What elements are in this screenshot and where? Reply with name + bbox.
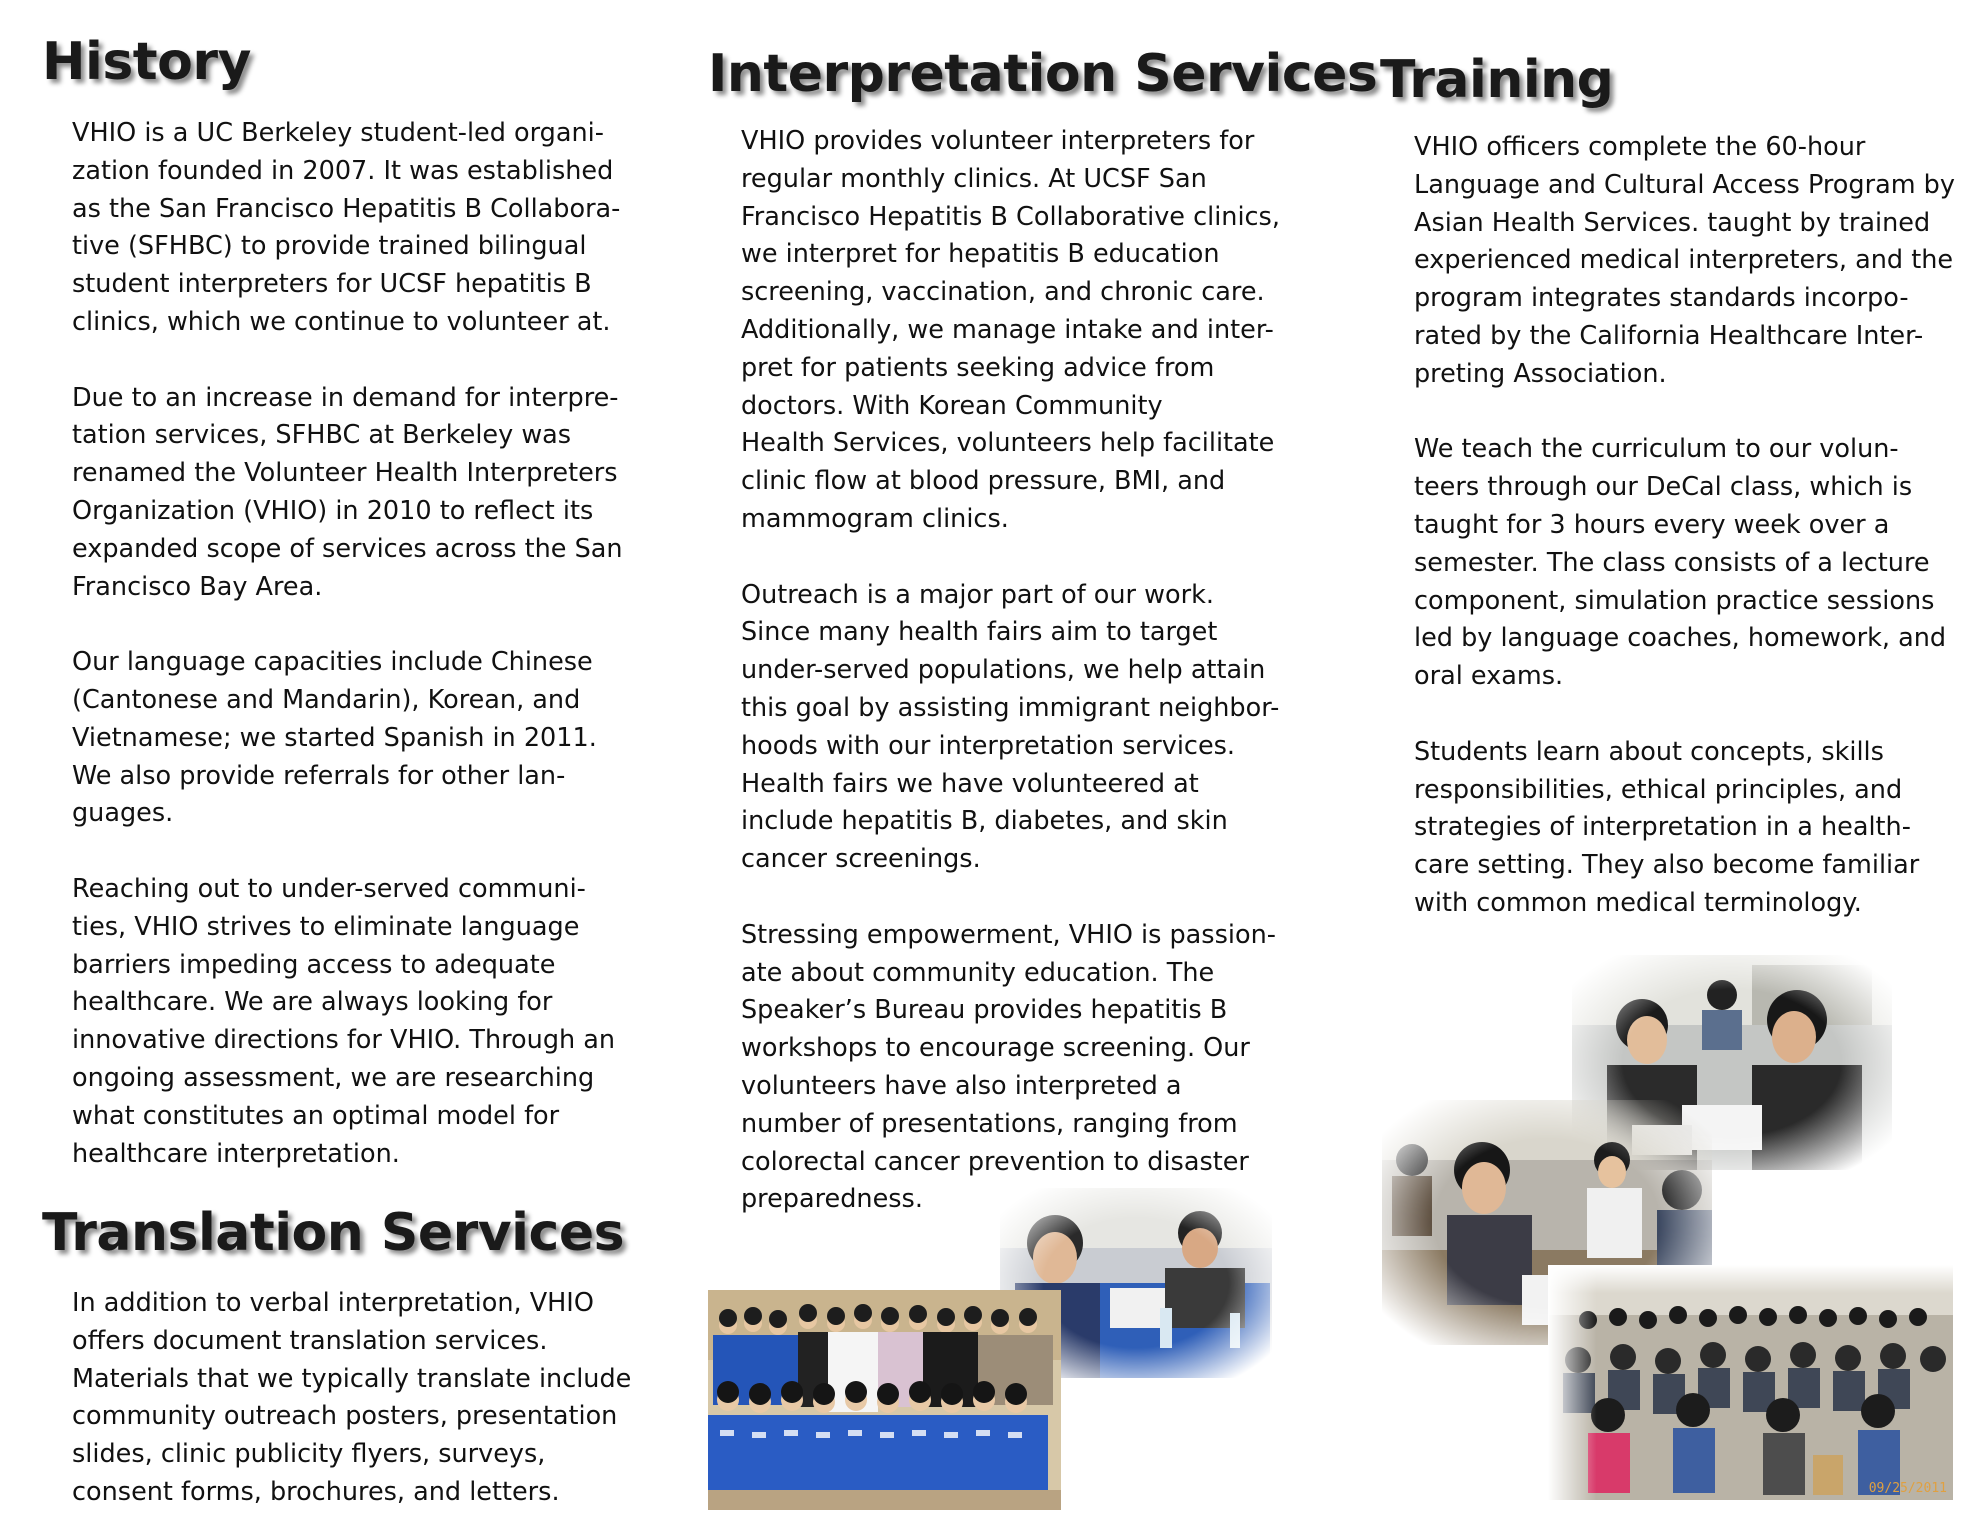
text-line: Asian Health Services. taught by trained: [1414, 207, 1931, 238]
text-line: ongoing assessment, we are researching: [72, 1062, 595, 1093]
text-line: colorectal cancer prevention to disaster: [741, 1146, 1249, 1177]
text-line: pret for patients seeking advice from: [741, 352, 1215, 383]
text-line: Reaching out to under-served communi-: [72, 873, 586, 904]
text-line: component, simulation practice sessions: [1414, 585, 1935, 616]
text-line: regular monthly clinics. At UCSF San: [741, 163, 1207, 194]
text-line: VHIO officers complete the 60-hour: [1414, 132, 1866, 162]
text-line: Students learn about concepts, skills: [1414, 736, 1884, 767]
text-line: Our language capacities include Chinese: [72, 647, 593, 678]
paragraph: [72, 380, 623, 607]
text-line: Health Services, volunteers help facilitate: [741, 428, 1275, 459]
text-line: led by language coaches, homework, and: [1414, 623, 1947, 654]
text-line: number of presentations, ranging from: [741, 1108, 1238, 1139]
paragraph: [72, 644, 623, 833]
text-line: Stressing empowerment, VHIO is passion-: [741, 919, 1276, 950]
text-line: community outreach posters, presentation: [72, 1401, 618, 1432]
text-line: Outreach is a major part of our work.: [741, 579, 1214, 610]
text-line: We teach the curriculum to our volun-: [1414, 434, 1899, 465]
group-photo: [708, 1290, 1061, 1510]
text-line: zation founded in 2007. It was established: [72, 155, 614, 186]
text-line: innovative directions for VHIO. Through an: [72, 1025, 616, 1056]
text-line: consent forms, brochures, and letters.: [72, 1476, 560, 1507]
paragraph: [1414, 431, 1955, 696]
text-line: tive (SFHBC) to provide trained bilingual: [72, 231, 587, 262]
interpretation-heading: Interpretation Services: [708, 44, 1378, 104]
text-line: tation services, SFHBC at Berkeley was: [72, 420, 572, 451]
text-line: semester. The class consists of a lecture: [1414, 547, 1930, 578]
text-line: cancer screenings.: [741, 844, 981, 875]
text-line: strategies of interpretation in a health-: [1414, 812, 1911, 843]
text-line: Speaker’s Bureau provides hepatitis B: [741, 995, 1228, 1026]
text-line: what constitutes an optimal model for: [72, 1100, 560, 1131]
text-line: this goal by assisting immigrant neighbor-: [741, 692, 1280, 723]
text-line: care setting. They also become familiar: [1414, 850, 1920, 881]
translation-text: [72, 1285, 631, 1512]
text-line: Vietnamese; we started Spanish in 2011.: [72, 722, 597, 753]
text-line: Additionally, we manage intake and inter-: [741, 314, 1274, 345]
text-line: Due to an increase in demand for interpre-: [72, 382, 619, 413]
text-line: responsibilities, ethical principles, and: [1414, 774, 1903, 805]
text-line: (Cantonese and Mandarin), Korean, and: [72, 684, 581, 715]
text-line: ties, VHIO strives to eliminate language: [72, 911, 580, 942]
text-line: renamed the Volunteer Health Interpreters: [72, 458, 618, 489]
text-line: Since many health fairs aim to target: [741, 617, 1218, 648]
text-line: Health fairs we have volunteered at: [741, 768, 1199, 799]
date-stamp: 09/25/2011: [1868, 1481, 1947, 1496]
text-line: hoods with our interpretation services.: [741, 730, 1236, 761]
text-line: doctors. With Korean Community: [741, 390, 1163, 421]
text-line: student interpreters for UCSF hepatitis B: [72, 269, 592, 300]
text-line: we interpret for hepatitis B education: [741, 239, 1220, 270]
paragraph: [741, 917, 1280, 1219]
text-line: under-served populations, we help attain: [741, 655, 1266, 686]
text-line: healthcare. We are always looking for: [72, 987, 553, 1018]
text-line: ate about community education. The: [741, 957, 1215, 988]
text-line: preparedness.: [741, 1184, 923, 1215]
text-line: screening, vaccination, and chronic care.: [741, 277, 1265, 308]
text-line: taught for 3 hours every week over a: [1414, 509, 1890, 540]
translation-heading: Translation Services: [42, 1203, 625, 1263]
text-line: teers through our DeCal class, which is: [1414, 472, 1913, 503]
text-line: We also provide referrals for other lan-: [72, 760, 566, 791]
paragraph: [72, 1285, 631, 1512]
text-line: as the San Francisco Hepatitis B Collabora-: [72, 193, 621, 224]
class-photo-3: [1548, 1265, 1953, 1500]
text-line: offers document translation services.: [72, 1325, 548, 1356]
history-text: [72, 115, 623, 1173]
paragraph: [72, 115, 623, 342]
text-line: program integrates standards incorpo-: [1414, 283, 1909, 314]
text-line: workshops to encourage screening. Our: [741, 1033, 1250, 1064]
text-line: VHIO is a UC Berkeley student-led organi-: [72, 118, 604, 148]
text-line: Francisco Hepatitis B Collaborative clinics,: [741, 201, 1280, 232]
text-line: volunteers have also interpreted a: [741, 1070, 1182, 1101]
text-line: guages.: [72, 798, 174, 829]
text-line: include hepatitis B, diabetes, and skin: [741, 806, 1228, 837]
text-line: clinics, which we continue to volunteer at.: [72, 306, 611, 337]
paragraph: [741, 123, 1280, 539]
text-line: Organization (VHIO) in 2010 to reflect its: [72, 495, 594, 526]
text-line: healthcare interpretation.: [72, 1138, 400, 1169]
training-text: [1414, 129, 1955, 923]
text-line: barriers impeding access to adequate: [72, 949, 556, 980]
text-line: In addition to verbal interpretation, VHIO: [72, 1288, 594, 1318]
training-heading: Training: [1380, 50, 1614, 110]
text-line: preting Association.: [1414, 358, 1667, 389]
paragraph: [741, 577, 1280, 879]
text-line: Francisco Bay Area.: [72, 571, 323, 602]
text-line: expanded scope of services across the San: [72, 533, 623, 564]
text-line: experienced medical interpreters, and the: [1414, 245, 1954, 276]
interpretation-text: [741, 123, 1280, 1219]
text-line: clinic flow at blood pressure, BMI, and: [741, 466, 1226, 497]
text-line: rated by the California Healthcare Inter-: [1414, 320, 1924, 351]
text-line: VHIO provides volunteer interpreters for: [741, 126, 1255, 156]
history-heading: History: [42, 32, 251, 92]
text-line: with common medical terminology.: [1414, 887, 1862, 918]
paragraph: [1414, 734, 1955, 923]
text-line: Materials that we typically translate include: [72, 1363, 632, 1394]
text-line: mammogram clinics.: [741, 503, 1009, 534]
text-line: Language and Cultural Access Program by: [1414, 169, 1955, 200]
text-line: oral exams.: [1414, 661, 1564, 692]
text-line: slides, clinic publicity flyers, surveys,: [72, 1439, 546, 1470]
paragraph: [1414, 129, 1955, 394]
paragraph: [72, 871, 623, 1173]
